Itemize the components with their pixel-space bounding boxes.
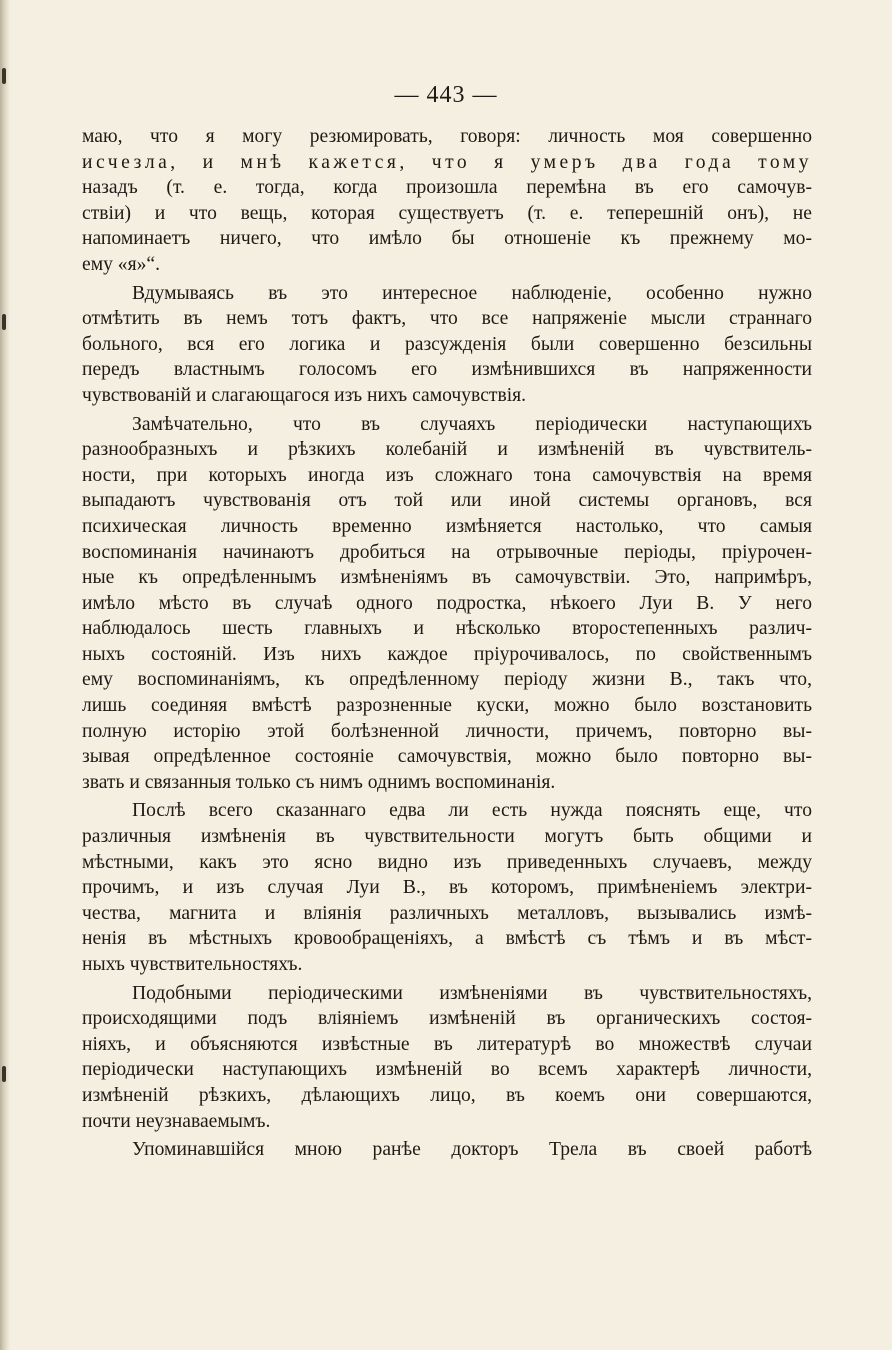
text-line: измѣненій рѣзкихъ, дѣлающихъ лицо, въ коемъ они совершаются, — [82, 1084, 812, 1106]
binding-mark — [2, 1066, 6, 1082]
text-line: звать и связанныя только съ нимъ однимъ воспоминанія. — [82, 771, 556, 793]
text-line: воспоминанія начинаютъ дробиться на отрывочные періоды, пріурочен- — [82, 541, 812, 563]
paragraph — [82, 1137, 812, 1163]
text-line: ему воспоминаніямъ, къ опредѣленному періоду жизни В., такъ что, — [82, 669, 812, 691]
text-line: ненія въ мѣстныхъ кровообращеніяхъ, а вмѣстѣ съ тѣмъ и въ мѣст- — [82, 928, 812, 950]
binding-mark — [2, 314, 6, 330]
page-number: — 443 — — [394, 82, 498, 108]
text-line: ніяхъ, и объясняются извѣстные въ литературѣ во множествѣ случаи — [82, 1033, 812, 1055]
text-line: Послѣ всего сказаннаго едва ли есть нужда пояснять еще, что — [132, 800, 812, 822]
text-line: мѣстными, какъ это ясно видно изъ приведенныхъ случаевъ, между — [82, 851, 812, 873]
paragraph — [82, 412, 812, 796]
text-line: происходящими подъ вліяніемъ измѣненій въ органическихъ состоя- — [82, 1008, 812, 1030]
text-line: имѣло мѣсто въ случаѣ одного подростка, нѣкоего Луи В. У него — [82, 592, 812, 614]
text-line: больного, вся его логика и разсужденія были совершенно безсильны — [82, 333, 812, 355]
page-edge — [0, 0, 10, 1350]
text-line: маю, что я могу резюмировать, говоря: личность моя совершенно — [82, 126, 812, 147]
text-line: Подобными періодическими измѣненіями въ чувствительностяхъ, — [132, 982, 812, 1004]
text-line: полную исторію этой болѣзненной личности, причемъ, повторно вы- — [82, 720, 812, 742]
text-line: чувствованій и слагающагося изъ нихъ самочувствія. — [82, 384, 527, 406]
text-line: ствіи) и что вещь, которая существуетъ (т. е. теперешній онъ), не — [82, 202, 812, 224]
text-line: наблюдалось шесть главныхъ и нѣсколько второстепенныхъ различ- — [82, 618, 812, 640]
text-line: различныя измѣненія въ чувствительности могутъ быть общими и — [82, 826, 812, 848]
paragraph — [82, 798, 812, 977]
text-line: назадъ (т. е. тогда, когда произошла перемѣна въ его самочув- — [82, 177, 812, 199]
text-line: прочимъ, и изъ случая Луи В., въ которомъ, примѣненіемъ электри- — [82, 877, 812, 899]
text-line: зывая опредѣленное состояніе самочувствія, можно было повторно вы- — [82, 746, 812, 768]
text-line: передъ властнымъ голосомъ его измѣнившихся въ напряженности — [82, 359, 812, 381]
text-line: напоминаетъ ничего, что имѣло бы отношеніе къ прежнему мо- — [82, 228, 812, 250]
text-line: выпадаютъ чувствованія отъ той или иной системы органовъ, вся — [82, 490, 812, 512]
text-line: разнообразныхъ и рѣзкихъ колебаній и измѣненій въ чувствитель- — [82, 439, 812, 461]
text-line: психическая личность временно измѣняется настолько, что самыя — [82, 515, 812, 537]
body-text — [82, 124, 812, 1163]
text-line: Замѣчательно, что въ случаяхъ періодически наступающихъ — [132, 413, 812, 435]
text-line: отмѣтить въ немъ тотъ фактъ, что все напряженіе мысли страннаго — [82, 308, 812, 330]
text-line: чества, магнита и вліянія различныхъ металловъ, вызывались измѣ- — [82, 902, 812, 924]
text-line: исчезла, и мнѣ кажется, что я умеръ два года тому — [82, 151, 812, 173]
text-line: ныхъ чувствительностяхъ. — [82, 954, 303, 975]
text-line: лишь соединяя вмѣстѣ разрозненные куски, можно было возстановить — [82, 695, 812, 717]
text-line: Вдумываясь въ это интересное наблюденіе, особенно нужно — [132, 282, 812, 304]
paragraph — [82, 124, 812, 278]
paragraph — [82, 281, 812, 409]
text-line: почти неузнаваемымъ. — [82, 1110, 271, 1132]
text-line: Упоминавшійся мною ранѣе докторъ Трела въ своей работѣ — [132, 1139, 812, 1161]
text-line: ные къ опредѣленнымъ измѣненіямъ въ самочувствіи. Это, напримѣръ, — [82, 567, 812, 589]
paragraph — [82, 981, 812, 1135]
text-line: ности, при которыхъ иногда изъ сложнаго тона самочувствія на время — [82, 464, 812, 486]
text-line: ему «я»“. — [82, 253, 160, 275]
text-line: періодически наступающихъ измѣненій во всемъ характерѣ личности, — [82, 1059, 812, 1081]
text-line: ныхъ состояній. Изъ нихъ каждое пріурочивалось, по свойственнымъ — [82, 643, 812, 665]
